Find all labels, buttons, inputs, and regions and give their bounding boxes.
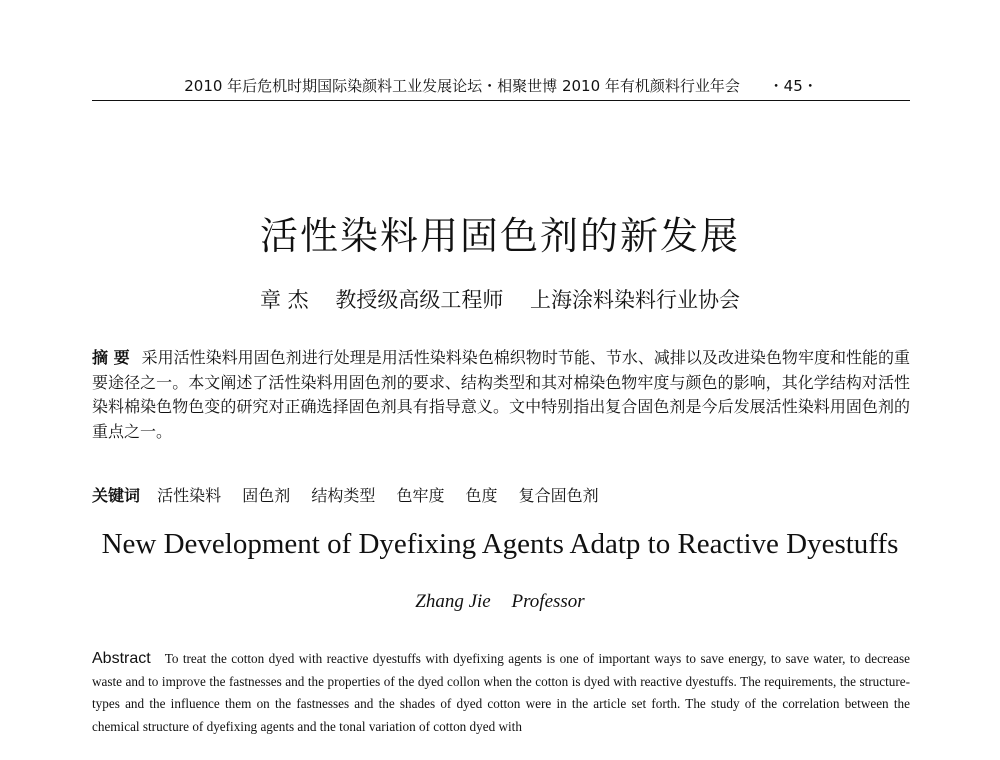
keyword-item: 固色剂 — [242, 486, 291, 505]
page-number: ・45・ — [768, 77, 818, 95]
abstract-label-en: Abstract — [92, 650, 151, 667]
author-name-cn: 章 杰 — [259, 288, 309, 312]
keyword-item: 复合固色剂 — [518, 486, 599, 505]
abstract-label-cn: 摘 要 — [92, 348, 130, 367]
author-line-cn — [0, 286, 1000, 314]
keyword-item: 色牢度 — [396, 486, 445, 505]
author-affiliation-cn: 上海涂料染料行业协会 — [530, 288, 741, 312]
article-title-en: New Development of Dyefixing Agents Adatp to Reactive Dyestuffs — [101, 528, 899, 560]
header-text: 2010 年后危机时期国际染颜料工业发展论坛・相聚世博 2010 年有机颜料行业年会 — [184, 77, 740, 95]
keyword-item: 结构类型 — [311, 486, 376, 505]
author-line-en — [0, 590, 1000, 614]
keywords-label-cn: 关键词 — [92, 486, 141, 505]
article-title-cn: 活性染料用固色剂的新发展 — [259, 214, 740, 258]
abstract-text-en: To treat the cotton dyed with reactive dyestuffs with dyefixing agents is one of important ways to save energy, to save water, to decrease waste and to improve the fastnesses and the properties of the dyed collon when the cotton is dyed with reactive dyestuffs. The requirements, the structure-types and the influence them on the fastnesses and the shades of dyed cotton were in the article set forth. The study of the correlation between the chemical structure of dyefixing agents and the tonal variation of cotton dyed with — [92, 651, 910, 734]
keyword-item: 色度 — [465, 486, 498, 505]
abstract-text-cn: 采用活性染料用固色剂进行处理是用活性染料染色棉织物时节能、节水、减排以及改进染色物牢度和性能的重要途径之一。本文阐述了活性染料用固色剂的要求、结构类型和其对棉染色物牢度与颜色的影响，其化学结构对活性染料棉染色物色变的研究对正确选择固色剂具有指导意义。文中特别指出复合固色剂是今后发展活性染料用固色剂的重点之一。 — [92, 348, 910, 441]
author-name-en: Zhang Jie — [415, 591, 491, 612]
keyword-item: 活性染料 — [157, 486, 222, 505]
author-title-en: Professor — [511, 591, 585, 612]
abstract-en — [92, 648, 910, 738]
author-position-cn: 教授级高级工程师 — [335, 288, 504, 312]
running-header — [92, 76, 910, 101]
keywords-cn — [92, 484, 910, 508]
abstract-cn — [92, 346, 910, 444]
